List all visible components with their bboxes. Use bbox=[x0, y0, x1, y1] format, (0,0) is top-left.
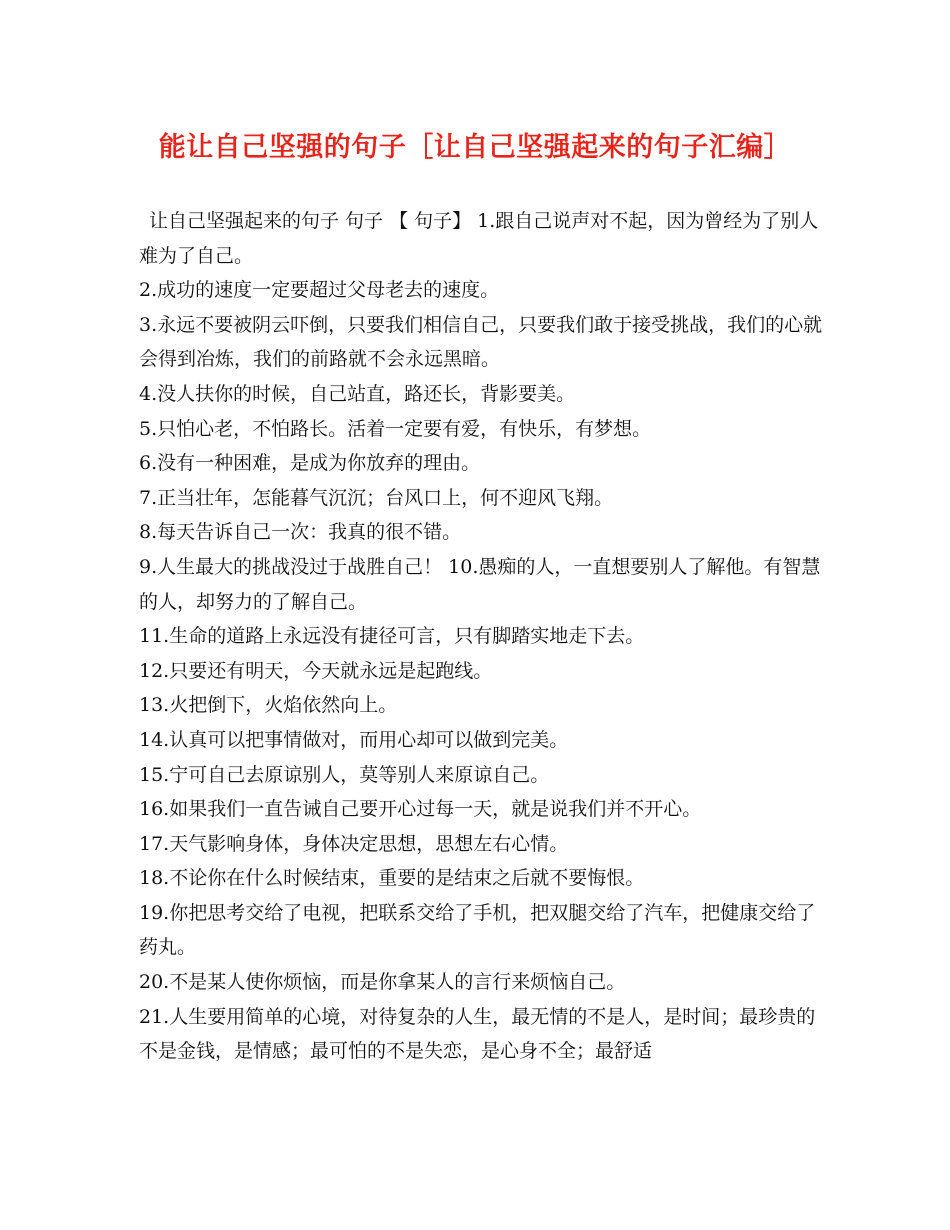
paragraph: 7.正当壮年，怎能暮气沉沉；台风口上，何不迎风飞翔。 bbox=[139, 486, 614, 509]
paragraph: 18.不论你在什么时候结束，重要的是结束之后就不要悔恨。 bbox=[139, 867, 645, 890]
paragraph: 12.只要还有明天，今天就永远是起跑线。 bbox=[139, 659, 493, 682]
paragraph: 8.每天告诉自己一次：我真的很不错。 bbox=[139, 521, 462, 544]
document-title: 能让自己坚强的句子［让自己坚强起来的句子汇编］ bbox=[158, 132, 792, 163]
document-body bbox=[139, 204, 829, 1069]
paragraph: 让自己坚强起来的句子 句子 【 句子】 1.跟自己说声对不起，因为曾经为了别人难为了自己。 bbox=[139, 210, 819, 267]
paragraph: 13.火把倒下，火焰依然向上。 bbox=[139, 694, 398, 717]
paragraph: 3.永远不要被阴云吓倒，只要我们相信自己，只要我们敢于接受挑战，我们的心就会得到冶炼，我们的前路就不会永远黑暗。 bbox=[139, 313, 823, 371]
paragraph: 19.你把思考交给了电视，把联系交给了手机，把双腿交给了汽车，把健康交给了药丸。 bbox=[139, 901, 816, 959]
paragraph: 5.只怕心老，不怕路长。活着一定要有爱，有快乐，有梦想。 bbox=[139, 417, 652, 440]
paragraph: 15.宁可自己去原谅别人，莫等别人来原谅自己。 bbox=[139, 763, 550, 786]
paragraph: 16.如果我们一直告诫自己要开心过每一天，就是说我们并不开心。 bbox=[139, 798, 702, 821]
paragraph: 17.天气影响身体，身体决定思想，思想左右心情。 bbox=[139, 832, 569, 855]
paragraph: 6.没有一种困难，是成为你放弃的理由。 bbox=[139, 452, 481, 475]
paragraph: 2.成功的速度一定要超过父母老去的速度。 bbox=[139, 279, 500, 302]
paragraph: 9.人生最大的挑战没过于战胜自己！ 10.愚痴的人，一直想要别人了解他。有智慧的人，却努力的了解自己。 bbox=[139, 555, 821, 613]
paragraph: 14.认真可以把事情做对，而用心却可以做到完美。 bbox=[139, 728, 569, 751]
paragraph: 21.人生要用简单的心境，对待复杂的人生，最无情的不是人，是时间；最珍贵的不是金钱，是情感；最可怕的不是失恋，是心身不全；最舒适 bbox=[139, 1005, 816, 1063]
paragraph: 20.不是某人使你烦恼，而是你拿某人的言行来烦恼自己。 bbox=[139, 971, 626, 994]
paragraph: 4.没人扶你的时候，自己站直，路还长，背影要美。 bbox=[139, 382, 576, 405]
paragraph: 11.生命的道路上永远没有捷径可言，只有脚踏实地走下去。 bbox=[139, 625, 645, 648]
